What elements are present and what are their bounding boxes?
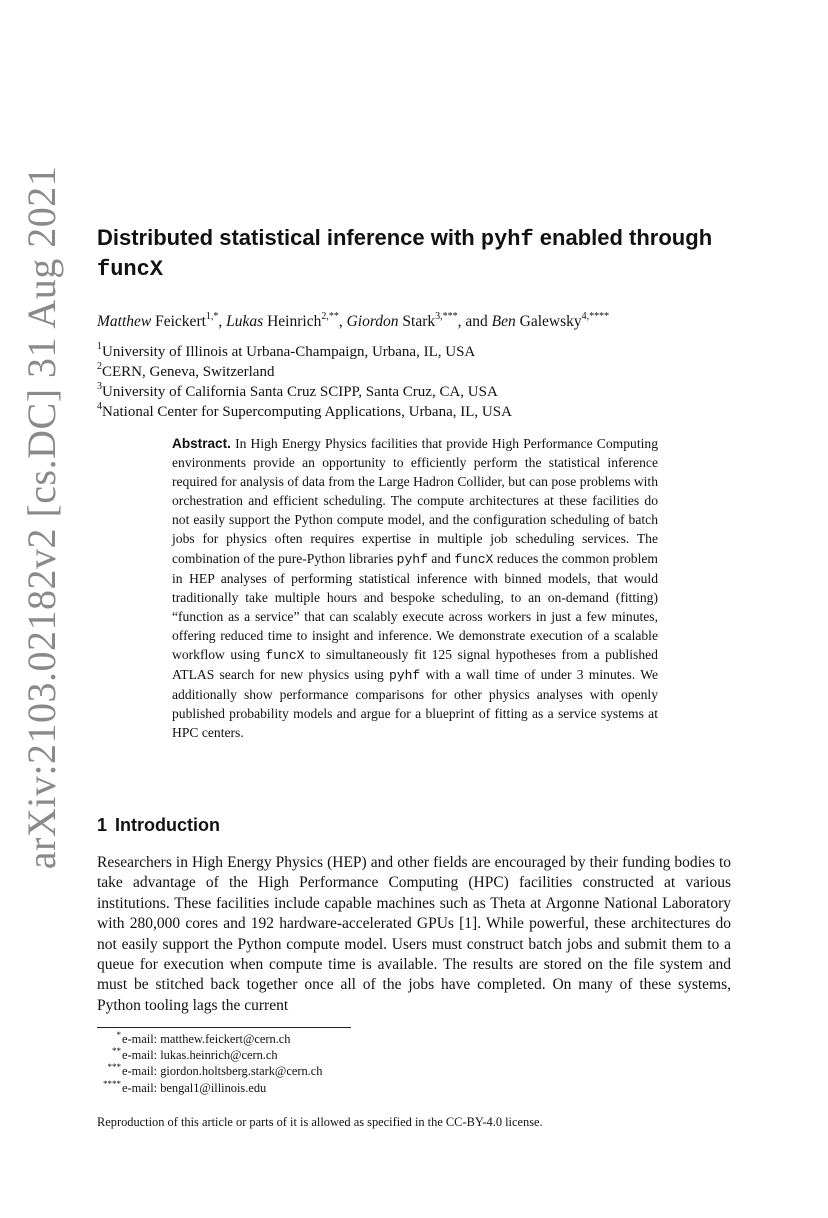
author: Matthew Feickert$^{1,*}$, [97, 310, 227, 330]
abstract-label: Abstract. [172, 436, 231, 451]
author: Ben Galewsky$^{4,****}$ [491, 310, 610, 330]
section-heading-introduction [97, 814, 220, 836]
abstract: Abstract. In High Energy Physics facilities that provide High Performance Computing environments provide an opportunity to efficiently perform the statistical inference required for analysis of data from the Large Hadron Collider, but can pose problems with orchestration and efficient scheduling. The compute architectures at these facilities do not easily support the Python compute model, and the configuration scheduling of batch jobs for physics often requires expertise in multiple job scheduling services. The combination of the pure-Python libraries pyhf and funcX reduces the common problem in HEP analyses of performing statistical inference with binned models, that would traditionally take multiple hours and bespoke scheduling, to an on-demand (fitting) “function as a service” that can scalably execute across workers in just a few minutes, offering reduced time to insight and inference. We demonstrate execution of a scalable workflow using funcX to simultaneously fit 125 signal hypotheses from a published ATLAS search for new physics using pyhf with a wall time of under 3 minutes. We additionally show performance comparisons for other physics analyses with openly published probability models and argue for a blueprint of fitting as a service systems at HPC centers. [172, 436, 658, 741]
section-number: 1 [97, 815, 108, 835]
footnote-divider [97, 1027, 351, 1028]
footnote: **** e-mail: bengal1@illinois.edu [103, 1078, 267, 1095]
footnote: * e-mail: matthew.feickert@cern.ch [116, 1030, 291, 1046]
affiliation: $^2$CERN, Geneva, Switzerland [97, 361, 275, 380]
footnote: ** e-mail: lukas.heinrich@cern.ch [112, 1046, 278, 1063]
code-pyhf: pyhf [396, 551, 428, 567]
paper-title [97, 224, 747, 284]
footnote-list [97, 1031, 597, 1096]
introduction-paragraph: Researchers in High Energy Physics (HEP) and other fields are encouraged by their funding bodies to take advantage of the High Performance Computing (HPC) facilities constructed at various institutions. These facilities include capable machines such as Theta at Argonne National Laboratory with 280,000 cores and 192 hardware-accelerated GPUs [1]. While powerful, these architectures do not easily support the Python compute model. Users must construct batch jobs and submit them to a queue for execution when compute time is available. The results are stored on the file system and must be stitched back together once all of the jobs have completed. On many of these systems, Python tooling lags the current [97, 854, 731, 1014]
license-notice: Reproduction of this article or parts of it is allowed as specified in the CC-BY-4.0 license. [97, 1115, 543, 1129]
title-code-pyhf: pyhf [480, 227, 534, 252]
affiliation: $^3$University of California Santa Cruz SCIPP, Santa Cruz, CA, USA [97, 381, 498, 400]
title-code-funcx: funcX [97, 257, 164, 282]
title-text-2: enabled through [533, 225, 713, 250]
footnote: *** e-mail: giordon.holtsberg.stark@cern.ch [107, 1062, 323, 1079]
code-funcx: funcX [454, 551, 494, 567]
arxiv-identifier: arXiv:2103.02182v2 [cs.DC] 31 Aug 2021 [19, 165, 65, 870]
code-funcx: funcX [265, 648, 305, 664]
affiliation-list [97, 342, 747, 422]
affiliation: $^4$National Center for Supercomputing Applications, Urbana, IL, USA [97, 401, 512, 420]
title-text-1: Distributed statistical inference with [97, 225, 481, 250]
section-title: Introduction [115, 815, 220, 835]
arxiv-watermark [14, 165, 70, 870]
code-pyhf: pyhf [389, 668, 421, 684]
author: Lukas Heinrich$^{2,**}$, [226, 310, 347, 330]
author: Giordon Stark$^{3,***}$, and [346, 310, 492, 330]
author-list [97, 312, 747, 332]
affiliation: $^1$University of Illinois at Urbana-Champaign, Urbana, IL, USA [97, 341, 476, 360]
